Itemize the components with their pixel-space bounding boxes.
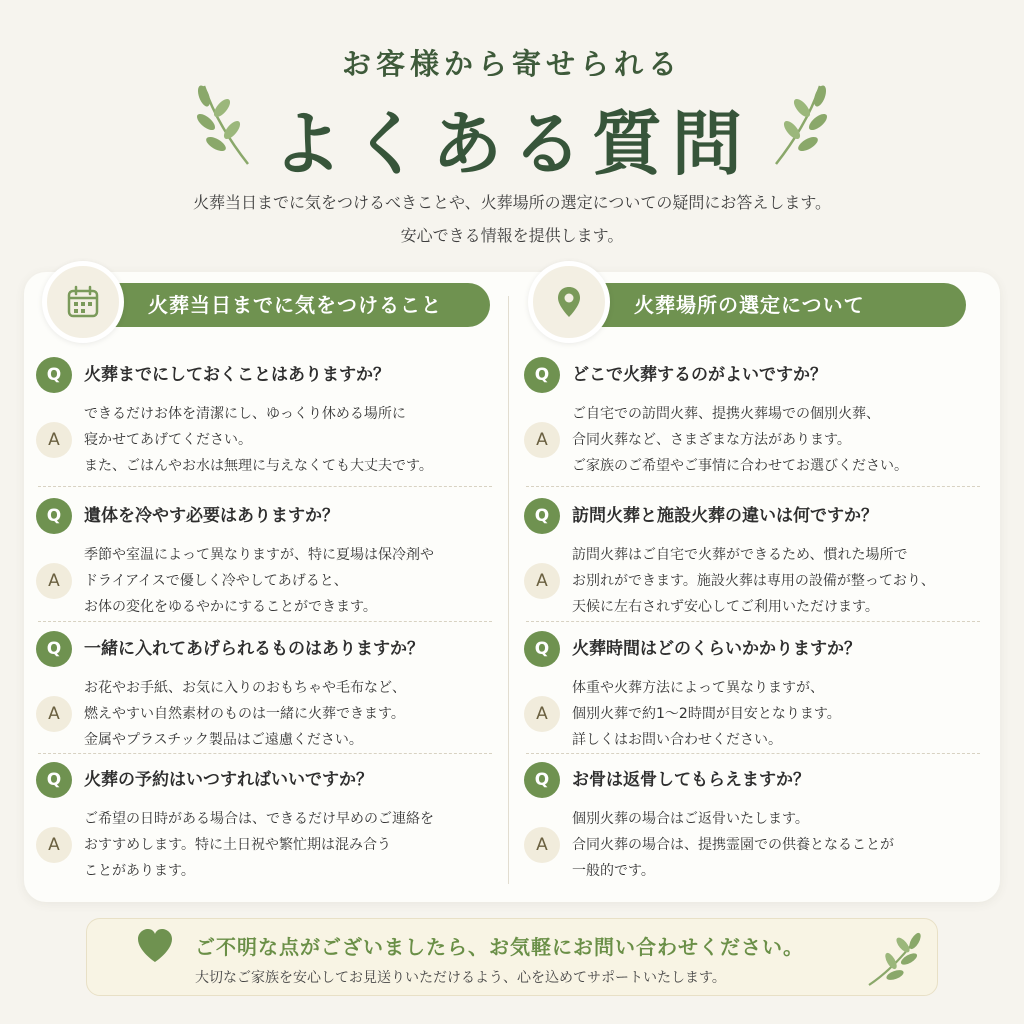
answer-line: 個別火葬で約1～2時間が目安となります。 <box>572 706 841 722</box>
answer-line: 寝かせてあげてください。 <box>84 432 252 448</box>
answer-row <box>36 806 496 884</box>
question-badge: Q <box>524 631 560 667</box>
section-heading-pill <box>568 283 966 327</box>
question-text: お骨は返骨してもらえますか？ <box>572 770 810 790</box>
question-text: 訪問火葬と施設火葬の違いは何ですか？ <box>572 506 878 526</box>
faq-item <box>524 357 984 479</box>
footer-banner <box>86 918 938 996</box>
answer-line: 天候に左右されず安心してご利用いただけます。 <box>572 599 879 615</box>
section-badge <box>42 261 124 343</box>
answer-row <box>36 675 496 753</box>
section-heading-pill <box>82 283 490 327</box>
faq-item <box>36 498 496 620</box>
answer-badge: A <box>36 422 72 458</box>
answer-line: お体の変化をゆるやかにすることができます。 <box>84 599 377 615</box>
question-badge: Q <box>36 762 72 798</box>
answer-row <box>36 401 496 479</box>
question-row <box>36 498 496 534</box>
footer-message: ご不明な点がございましたら、お気軽にお問い合わせください。 <box>195 935 804 959</box>
faq-item <box>36 357 496 479</box>
answer-text <box>572 675 984 753</box>
question-row <box>524 631 984 667</box>
item-separator <box>526 486 980 487</box>
question-row <box>36 762 496 798</box>
answer-badge: A <box>524 563 560 599</box>
item-separator <box>38 753 492 754</box>
question-row <box>36 357 496 393</box>
answer-line: 合同火葬の場合は、提携霊園での供養となることが <box>572 837 894 853</box>
item-separator <box>526 621 980 622</box>
question-badge: Q <box>36 498 72 534</box>
column-divider <box>508 296 509 884</box>
answer-line: おすすめします。特に土日祝や繁忙期は混み合う <box>84 837 392 853</box>
answer-row <box>524 542 984 620</box>
question-badge: Q <box>36 631 72 667</box>
answer-text <box>84 806 496 884</box>
answer-line: ご自宅での訪問火葬、提携火葬場での個別火葬、 <box>572 406 880 422</box>
answer-text <box>84 542 496 620</box>
answer-line: ご希望の日時がある場合は、できるだけ早めのご連絡を <box>84 811 434 827</box>
intro-line: 火葬当日までに気をつけるべきことや、火葬場所の選定についての疑問にお答えします。 <box>192 193 832 212</box>
question-badge: Q <box>524 762 560 798</box>
footer-subtext: 大切なご家族を安心してお見送りいただけるよう、心を込めてサポートいたします。 <box>195 970 726 986</box>
question-row <box>524 357 984 393</box>
question-row <box>524 498 984 534</box>
answer-text <box>84 675 496 753</box>
question-text: 火葬までにしておくことはありますか？ <box>84 365 390 385</box>
answer-line: お別れができます。施設火葬は専用の設備が整っており、 <box>572 573 935 589</box>
answer-row <box>524 401 984 479</box>
answer-text <box>572 542 984 620</box>
answer-line: 体重や火葬方法によって異なりますが、 <box>572 680 824 696</box>
question-row <box>524 762 984 798</box>
question-badge: Q <box>36 357 72 393</box>
answer-badge: A <box>524 422 560 458</box>
faq-item <box>524 498 984 620</box>
answer-text <box>84 401 496 479</box>
answer-line: 金属やプラスチック製品はご遠慮ください。 <box>84 732 363 748</box>
faq-item <box>524 762 984 884</box>
map-pin-icon <box>551 284 587 320</box>
item-separator <box>38 621 492 622</box>
section-heading-left <box>42 283 490 327</box>
section-heading-label: 火葬場所の選定について <box>634 293 865 317</box>
answer-badge: A <box>36 563 72 599</box>
faq-item <box>36 631 496 753</box>
leaf-sprig-icon <box>863 929 927 989</box>
question-text: 一緒に入れてあげられるものはありますか？ <box>84 639 424 659</box>
heart-icon <box>135 927 175 965</box>
answer-row <box>524 675 984 753</box>
answer-line: ことがあります。 <box>84 863 195 879</box>
question-text: どこで火葬するのがよいですか？ <box>572 365 827 385</box>
question-text: 火葬時間はどのくらいかかりますか？ <box>572 639 861 659</box>
faq-item <box>36 762 496 884</box>
answer-badge: A <box>524 827 560 863</box>
faq-item <box>524 631 984 753</box>
answer-line: また、ごはんやお水は無理に与えなくても大丈夫です。 <box>84 458 433 474</box>
answer-badge: A <box>36 827 72 863</box>
eyebrow-text: お客様から寄せられる <box>341 47 682 81</box>
answer-line: お花やお手紙、お気に入りのおもちゃや毛布など、 <box>84 680 406 696</box>
question-badge: Q <box>524 357 560 393</box>
answer-badge: A <box>36 696 72 732</box>
page-title: よくある質問 <box>272 102 752 185</box>
question-badge: Q <box>524 498 560 534</box>
section-heading-label: 火葬当日までに気をつけること <box>148 293 442 317</box>
answer-badge: A <box>524 696 560 732</box>
answer-line: 個別火葬の場合はご返骨いたします。 <box>572 811 809 827</box>
answer-text <box>572 806 984 884</box>
question-text: 火葬の予約はいつすればいいですか？ <box>84 770 373 790</box>
answer-line: 季節や室温によって異なりますが、特に夏場は保冷剤や <box>84 547 434 563</box>
item-separator <box>38 486 492 487</box>
answer-line: 燃えやすい自然素材のものは一緒に火葬できます。 <box>84 706 405 722</box>
answer-row <box>36 542 496 620</box>
answer-line: 詳しくはお問い合わせください。 <box>572 732 782 748</box>
section-badge <box>528 261 610 343</box>
calendar-icon <box>65 284 101 320</box>
question-row <box>36 631 496 667</box>
intro-text <box>0 186 1024 252</box>
answer-line: 一般的です。 <box>572 863 655 879</box>
item-separator <box>526 753 980 754</box>
answer-line: ドライアイスで優しく冷やしてあげると、 <box>84 573 348 589</box>
section-heading-right <box>528 283 966 327</box>
question-text: 遺体を冷やす必要はありますか？ <box>84 506 339 526</box>
answer-row <box>524 806 984 884</box>
answer-line: 合同火葬など、さまざまな方法があります。 <box>572 432 851 448</box>
answer-text <box>572 401 984 479</box>
answer-line: できるだけお体を清潔にし、ゆっくり休める場所に <box>84 406 406 422</box>
answer-line: ご家族のご希望やご事情に合わせてお選びください。 <box>572 458 908 474</box>
intro-line: 安心できる情報を提供します。 <box>400 226 624 245</box>
answer-line: 訪問火葬はご自宅で火葬ができるため、慣れた場所で <box>572 547 908 563</box>
